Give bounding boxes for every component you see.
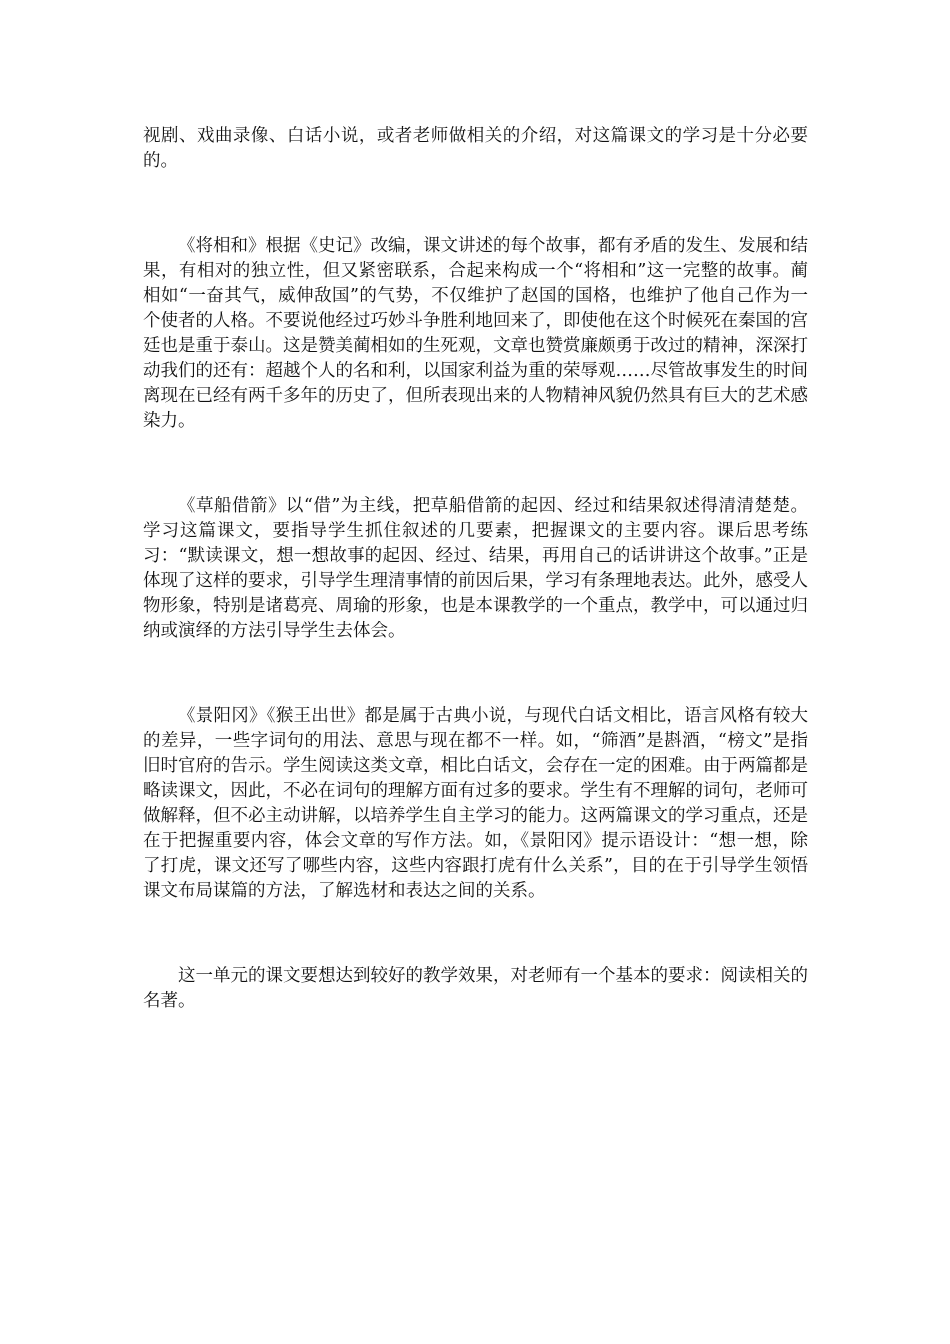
paragraph-gap	[143, 174, 808, 234]
paragraph-jiang-xiang-he: 《将相和》根据《史记》改编，课文讲述的每个故事，都有矛盾的发生、发展和结果，有相对的独立性，但又紧密联系，合起来构成一个“将相和”这一完整的故事。蔺相如“一奋其气，威伸敌国”的气势，不仅维护了赵国的国格，也维护了他自己作为一个使者的人格。不要说他经过巧妙斗争胜利地回来了，即使他在这个时候死在秦国的宫廷也是重于泰山。这是赞美蔺相如的生死观，文章也赞赏廉颇勇于改过的精神，深深打动我们的还有：超越个人的名和利，以国家利益为重的荣辱观……尽管故事发生的时间离现在已经有两千多年的历史了，但所表现出来的人物精神风貌仍然具有巨大的艺术感染力。	[143, 236, 808, 431]
paragraph-unit-summary: 这一单元的课文要想达到较好的教学效果，对老师有一个基本的要求：阅读相关的名著。	[143, 966, 808, 1011]
paragraph-gap	[143, 904, 808, 964]
paragraph-gap	[143, 434, 808, 494]
paragraph-cao-chuan-jie-jian: 《草船借箭》以“借”为主线，把草船借箭的起因、经过和结果叙述得清清楚楚。学习这篇课文，要指导学生抓住叙述的几要素，把握课文的主要内容。课后思考练习：“默读课文，想一想故事的起因、经过、结果，再用自己的话讲讲这个故事。”正是体现了这样的要求，引导学生理清事情的前因后果，学习有条理地表达。此外，感受人物形象，特别是诸葛亮、周瑜的形象，也是本课教学的一个重点，教学中，可以通过归纳或演绎的方法引导学生去体会。	[143, 496, 808, 641]
document-body	[143, 124, 808, 1014]
paragraph-gap	[143, 644, 808, 704]
paragraph-jing-yang-gang: 《景阳冈》《猴王出世》都是属于古典小说，与现代白话文相比，语言风格有较大的差异，一些字词句的用法、意思与现在都不一样。如，“筛酒”是斟酒，“榜文”是指旧时官府的告示。学生阅读这类文章，相比白话文，会存在一定的困难。由于两篇都是略读课文，因此，不必在词句的理解方面有过多的要求。学生有不理解的词句，老师可做解释，但不必主动讲解，以培养学生自主学习的能力。这两篇课文的学习重点，还是在于把握重要内容，体会文章的写作方法。如，《景阳冈》提示语设计：“想一想，除了打虎，课文还写了哪些内容，这些内容跟打虎有什么关系”，目的在于引导学生领悟课文布局谋篇的方法，了解选材和表达之间的关系。	[143, 706, 808, 901]
paragraph-continuation: 视剧、戏曲录像、白话小说，或者老师做相关的介绍，对这篇课文的学习是十分必要的。	[143, 126, 808, 171]
